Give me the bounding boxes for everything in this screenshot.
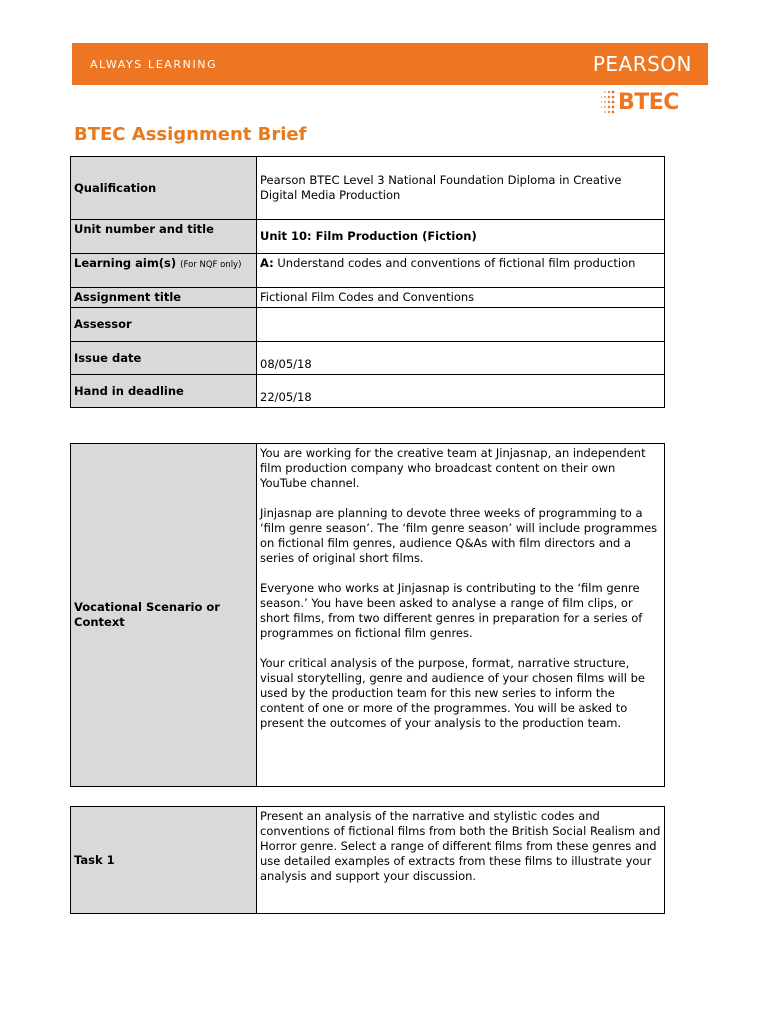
assessor-row <box>71 308 665 342</box>
learning-aim-cell-value <box>257 254 665 288</box>
btec-dots-icon <box>600 89 616 115</box>
unit-label: Unit number and title <box>71 220 257 254</box>
learning-aim-value: Understand codes and conventions of fictional film production <box>277 256 636 270</box>
assignment-title-value: Fictional Film Codes and Conventions <box>257 288 665 308</box>
scenario-paragraph: Your critical analysis of the purpose, format, narrative structure, visual storytelling, genre and audience of your chosen films will be used by the production team for this new series to inform the content of one or more of the programmes. You will be asked to present the outcomes of your analysis to the production team. <box>260 656 645 730</box>
task-label: Task 1 <box>71 807 257 914</box>
assessor-label: Assessor <box>71 308 257 342</box>
btec-logo <box>600 86 679 118</box>
learning-aim-label: Learning aim(s) <box>74 256 177 270</box>
scenario-label: Vocational Scenario or Context <box>71 444 257 787</box>
assignment-title-label: Assignment title <box>71 288 257 308</box>
deadline-row <box>71 375 665 408</box>
scenario-paragraph: Jinjasnap are planning to devote three weeks of programming to a ‘film genre season’. The ‘film genre season’ will include programmes on fictional film genres, audience Q&As with film directors and a series of original short films. <box>260 506 658 565</box>
task-table <box>70 806 665 914</box>
details-table <box>70 156 665 408</box>
issue-date-label: Issue date <box>71 342 257 375</box>
scenario-table <box>70 443 665 787</box>
learning-aim-cell <box>71 254 257 288</box>
unit-row <box>71 220 665 254</box>
deadline-label: Hand in deadline <box>71 375 257 408</box>
learning-aim-prefix: A: <box>260 256 274 270</box>
learning-aim-note: (For NQF only) <box>180 260 242 270</box>
qualification-row <box>71 157 665 220</box>
assessor-value <box>257 308 665 342</box>
brand-name: PEARSON <box>592 52 692 76</box>
deadline-value: 22/05/18 <box>257 375 665 408</box>
header-banner <box>72 43 708 85</box>
scenario-row <box>71 444 665 787</box>
scenario-paragraph: You are working for the creative team at Jinjasnap, an independent film production company who broadcast content on their own YouTube channel. <box>260 446 646 490</box>
issue-date-row <box>71 342 665 375</box>
issue-date-value: 08/05/18 <box>257 342 665 375</box>
assignment-title-row <box>71 288 665 308</box>
qualification-label: Qualification <box>71 157 257 220</box>
btec-logo-text: BTEC <box>618 89 679 115</box>
task-row <box>71 807 665 914</box>
scenario-paragraph: Everyone who works at Jinjasnap is contributing to the ‘film genre season.’ You have been asked to analyse a range of film clips, or short films, from two different genres in preparation for a series of programmes on fictional film genres. <box>260 581 643 640</box>
learning-aim-row <box>71 254 665 288</box>
scenario-text <box>257 444 665 787</box>
qualification-value: Pearson BTEC Level 3 National Foundation Diploma in Creative Digital Media Production <box>257 157 665 220</box>
task-text: Present an analysis of the narrative and stylistic codes and conventions of fictional films from both the British Social Realism and Horror genre. Select a range of different films from these genres and use detailed examples of extracts from these films to illustrate your analysis and support your discussion. <box>257 807 665 914</box>
unit-value: Unit 10: Film Production (Fiction) <box>257 220 665 254</box>
page-title: BTEC Assignment Brief <box>74 124 307 145</box>
tagline: ALWAYS LEARNING <box>90 58 218 71</box>
